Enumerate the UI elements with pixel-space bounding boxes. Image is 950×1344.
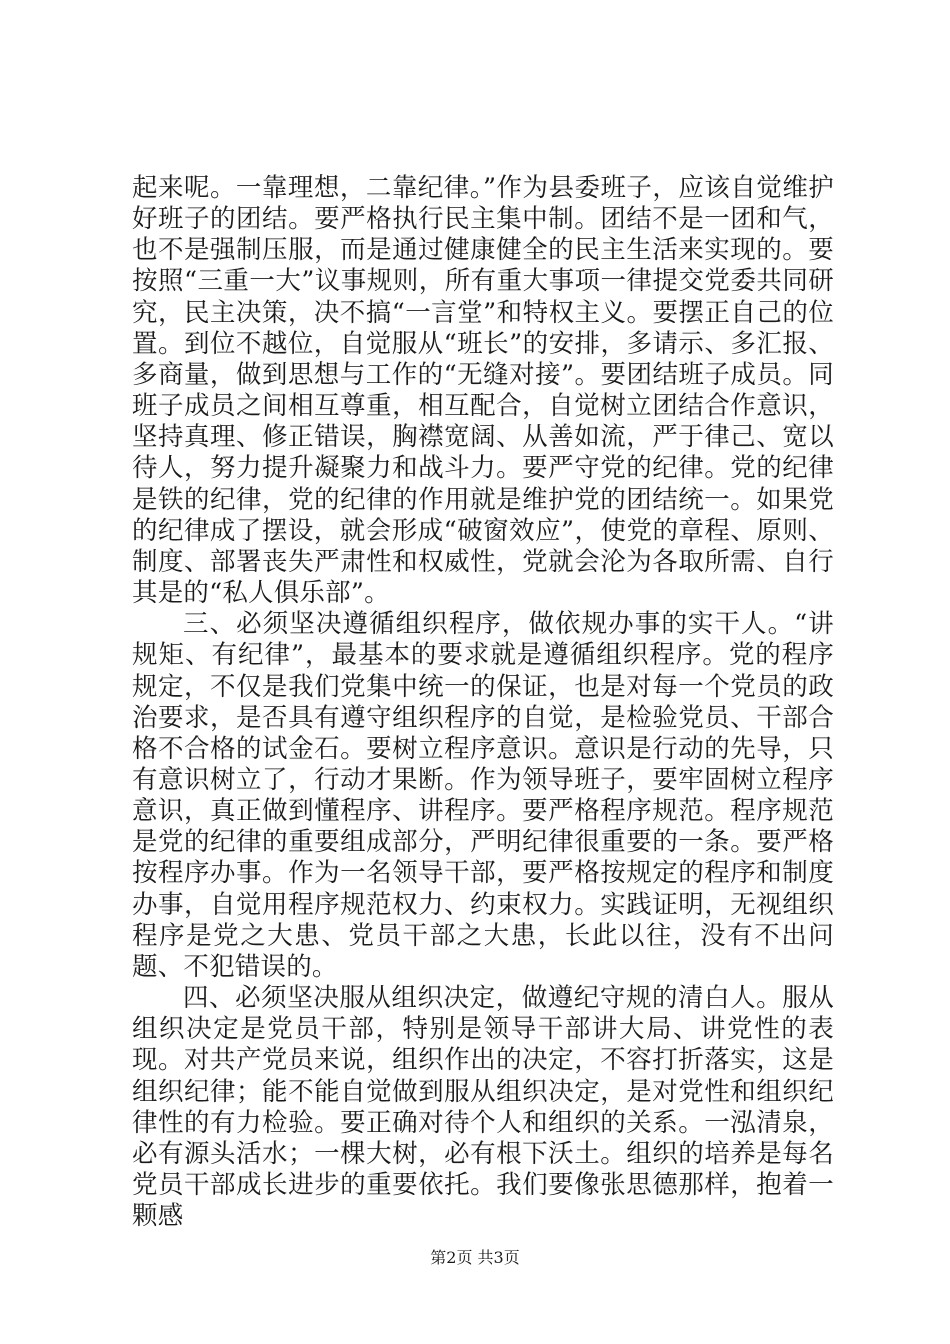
page-number: 第2页 共3页 bbox=[430, 1248, 520, 1267]
paragraph-section-four: 四、必须坚决服从组织决定，做遵纪守规的清白人。服从组织决定是党员干部，特别是领导干部讲大局、讲党性的表现。对共产党员来说，组织作出的决定，不容打折落实，这是组织纪律；能不能自觉做到服从组织决定，是对党性和组织纪律性的有力检验。要正确对待个人和组织的关系。一泓清泉，必有源头活水；一棵大树，必有根下沃土。组织的培养是每名党员干部成长进步的重要依托。我们要像张思德那样，抱着一颗感 bbox=[132, 983, 834, 1232]
paragraph-section-three: 三、必须坚决遵循组织程序，做依规办事的实干人。“讲规矩、有纪律”，最基本的要求就是遵循组织程序。党的程序规定，不仅是我们党集中统一的保证，也是对每一个党员的政治要求，是否具有遵守组织程序的自觉，是检验党员、干部合格不合格的试金石。要树立程序意识。意识是行动的先导，只有意识树立了，行动才果断。作为领导班子，要牢固树立程序意识，真正做到懂程序、讲程序。要严格程序规范。程序规范是党的纪律的重要组成部分，严明纪律很重要的一条。要严格按程序办事。作为一名领导干部，要严格按规定的程序和制度办事，自觉用程序规范权力、约束权力。实践证明，无视组织程序是党之大患、党员干部之大患，长此以往，没有不出问题、不犯错误的。 bbox=[132, 609, 834, 982]
paragraph-continuation: 起来呢。一靠理想，二靠纪律。”作为县委班子，应该自觉维护好班子的团结。要严格执行民主集中制。团结不是一团和气，也不是强制压服，而是通过健康健全的民主生活来实现的。要按照“三重一大”议事规则，所有重大事项一律提交党委共同研究，民主决策，决不搞“一言堂”和特权主义。要摆正自己的位置。到位不越位，自觉服从“班长”的安排，多请示、多汇报、多商量，做到思想与工作的“无缝对接”。要团结班子成员。同班子成员之间相互尊重，相互配合，自觉树立团结合作意识，坚持真理、修正错误，胸襟宽阔、从善如流，严于律己、宽以待人，努力提升凝聚力和战斗力。要严守党的纪律。党的纪律是铁的纪律，党的纪律的作用就是维护党的团结统一。如果党的纪律成了摆设，就会形成“破窗效应”，使党的章程、原则、制度、部署丧失严肃性和权威性，党就会沦为各取所需、自行其是的“私人俱乐部”。 bbox=[132, 173, 834, 609]
document-body bbox=[132, 173, 834, 1232]
